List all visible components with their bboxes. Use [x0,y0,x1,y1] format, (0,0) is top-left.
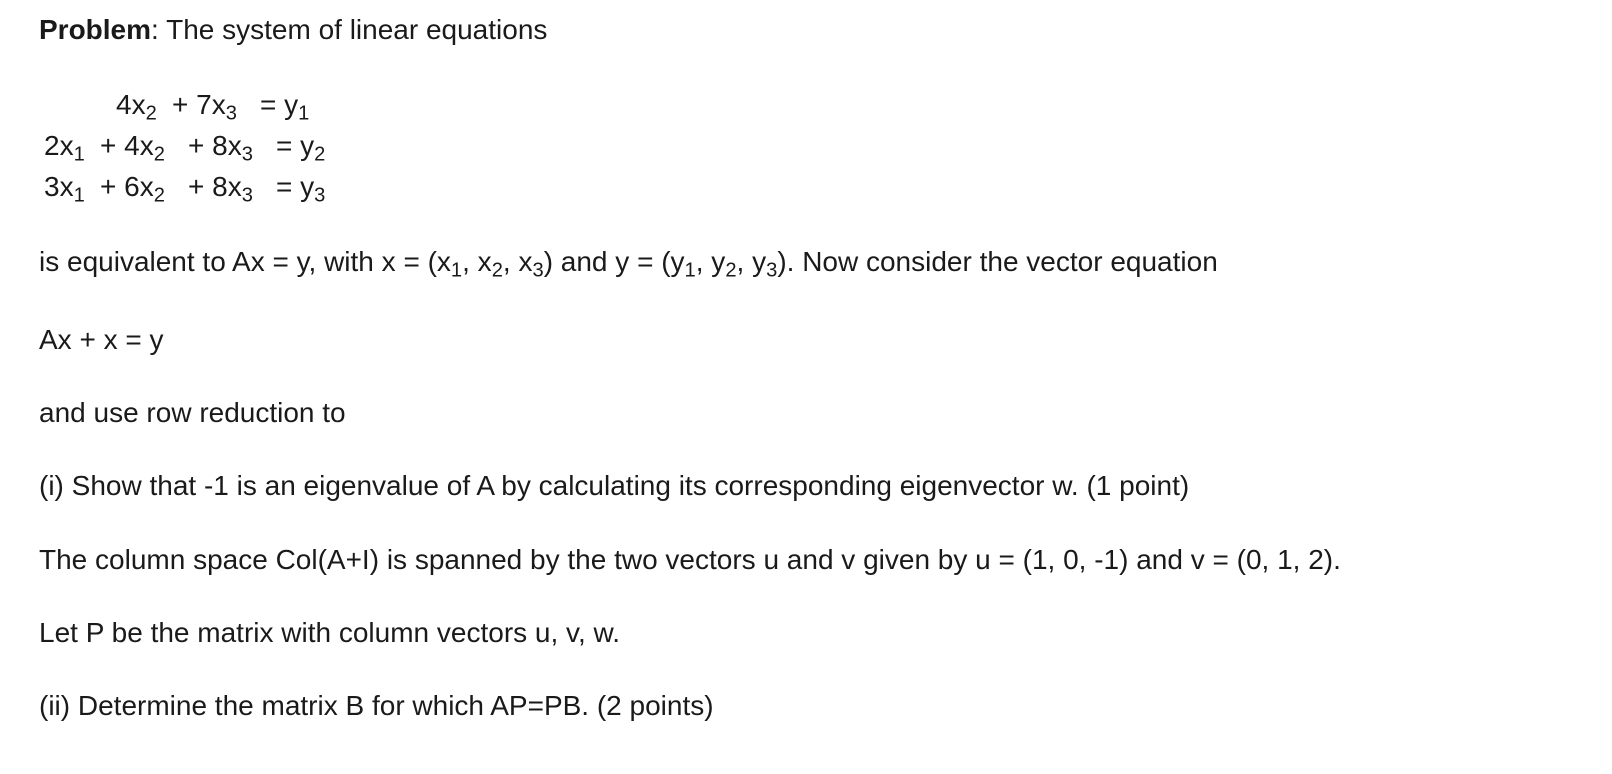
column-space-text: The column space Col(A+I) is spanned by the two vectors u and v given by u = (1, 0, -1) and v = (0, 1, 2). [39,544,1341,575]
problem-intro: : The system of linear equations [151,14,548,45]
part-ii-text: (ii) Determine the matrix B for which AP=PB. (2 points) [39,690,714,721]
part-i-text: (i) Show that -1 is an eigenvalue of A by calculating its corresponding eigenvector w. (1 point) [39,470,1190,501]
eq2-term3: + $8x_3$ [188,130,253,166]
eq2-rhs: = $y_2$ [276,130,326,166]
eq1-term3: + $7x_3$ [172,89,237,125]
matrix-p-text: Let P be the matrix with column vectors u, v, w. [39,617,620,648]
eq1-rhs: = $y_1$ [260,89,310,125]
eq3-term2: + $6x_2$ [100,171,165,207]
eq3-rhs: = $y_3$ [276,171,326,207]
eq2-term2: + $4x_2$ [100,130,165,166]
eq2-term1: $2x_1$ [44,130,85,166]
eq3-term3: + $8x_3$ [188,171,253,207]
eq3-term1: $3x_1$ [44,171,85,207]
row-reduction-text: and use row reduction to [39,397,346,428]
equivalent-statement: is equivalent to Ax = y, with $x = (x_1$, $x_2$, $x_3$) and $y = (y_1$, $y_2$, $y_3$). Now consider the vector equation [39,246,1218,282]
vector-equation: Ax + x = y [39,324,164,355]
eq1-term2: $4x_2$ [116,89,157,125]
problem-heading [39,13,547,47]
problem-label: Problem [39,14,152,45]
